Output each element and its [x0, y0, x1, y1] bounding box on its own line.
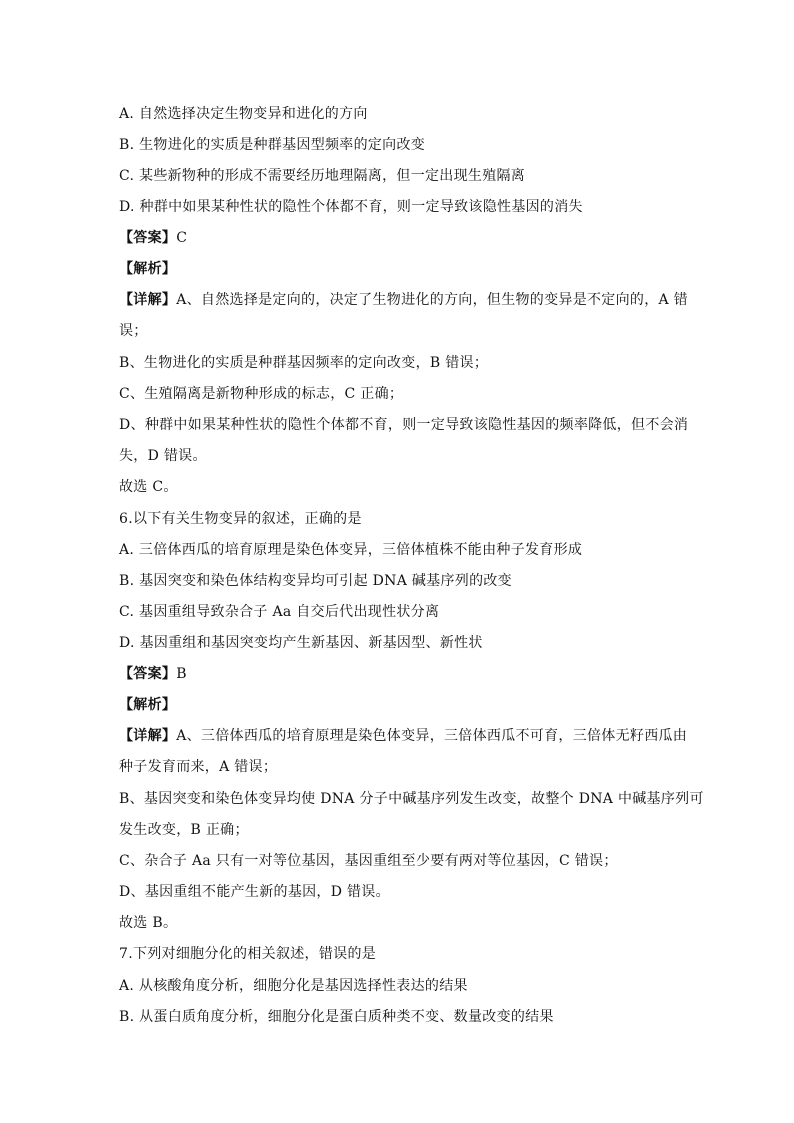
q5-option-b: B. 生物进化的实质是种群基因型频率的定向改变: [119, 137, 426, 153]
q5-option-a: A. 自然选择决定生物变异和进化的方向: [119, 106, 368, 122]
q6-detail-line-4: 发生改变，B 正确；: [119, 822, 249, 838]
q5-conclusion: 故选 C。: [119, 479, 178, 495]
detail-text: A、三倍体西瓜的培育原理是染色体变异，三倍体西瓜不可育，三倍体无籽西瓜由: [176, 728, 688, 744]
q5-answer: [119, 229, 685, 247]
q5-option-c: C. 某些新物种的形成不需要经历地理隔离，但一定出现生殖隔离: [119, 168, 526, 184]
q5-detail-line-2: 误；: [119, 323, 148, 339]
q5-detail-line-1: [119, 291, 688, 309]
q7-stem: 7.下列对细胞分化的相关叙述，错误的是: [119, 946, 377, 962]
q5-detail-line-5: D、种群中如果某种性状的隐性个体都不育，则一定导致该隐性基因的频率降低，但不会消: [119, 417, 689, 433]
answer-tag: 【答案】: [119, 230, 177, 246]
answer-value: B: [176, 666, 187, 682]
q6-detail-line-2: 种子发育而来，A 错误；: [119, 759, 278, 775]
q5-detail-line-3: B、生物进化的实质是种群基因频率的定向改变，B 错误；: [119, 355, 489, 371]
detail-text: A、自然选择是定向的，决定了生物进化的方向，但生物的变异是不定向的，A 错: [176, 292, 688, 308]
q7-option-b: B. 从蛋白质角度分析，细胞分化是蛋白质种类不变、数量改变的结果: [119, 1009, 554, 1025]
q6-detail-line-1: [119, 727, 688, 745]
q6-answer: [119, 665, 685, 683]
q6-detail-line-5: C、杂合子 Aa 只有一对等位基因，基因重组至少要有两对等位基因，C 错误；: [119, 853, 618, 869]
q5-analysis-label: 【解析】: [119, 261, 177, 277]
q6-stem: 6.以下有关生物变异的叙述，正确的是: [119, 511, 362, 527]
detail-tag: 【详解】: [119, 292, 177, 308]
q6-option-c: C. 基因重组导致杂合子 Aa 自交后代出现性状分离: [119, 604, 440, 620]
answer-value: C: [176, 230, 188, 246]
q6-option-b: B. 基因突变和染色体结构变异均可引起 DNA 碱基序列的改变: [119, 573, 512, 589]
q6-analysis-label: 【解析】: [119, 697, 177, 713]
q6-conclusion: 故选 B。: [119, 915, 178, 931]
q6-option-d: D. 基因重组和基因突变均产生新基因、新基因型、新性状: [119, 635, 483, 651]
answer-tag: 【答案】: [119, 666, 177, 682]
q6-option-a: A. 三倍体西瓜的培育原理是染色体变异，三倍体植株不能由种子发育形成: [119, 542, 583, 558]
detail-tag: 【详解】: [119, 728, 177, 744]
q6-detail-line-6: D、基因重组不能产生新的基因，D 错误。: [119, 884, 390, 900]
q6-detail-line-3: B、基因突变和染色体变异均使 DNA 分子中碱基序列发生改变，故整个 DNA 中碱基序列可: [119, 791, 704, 807]
q5-detail-line-4: C、生殖隔离是新物种形成的标志，C 正确；: [119, 386, 404, 402]
q7-option-a: A. 从核酸角度分析，细胞分化是基因选择性表达的结果: [119, 978, 468, 994]
q5-option-d: D. 种群中如果某种性状的隐性个体都不育，则一定导致该隐性基因的消失: [119, 199, 583, 215]
q5-detail-line-6: 失，D 错误。: [119, 448, 207, 464]
